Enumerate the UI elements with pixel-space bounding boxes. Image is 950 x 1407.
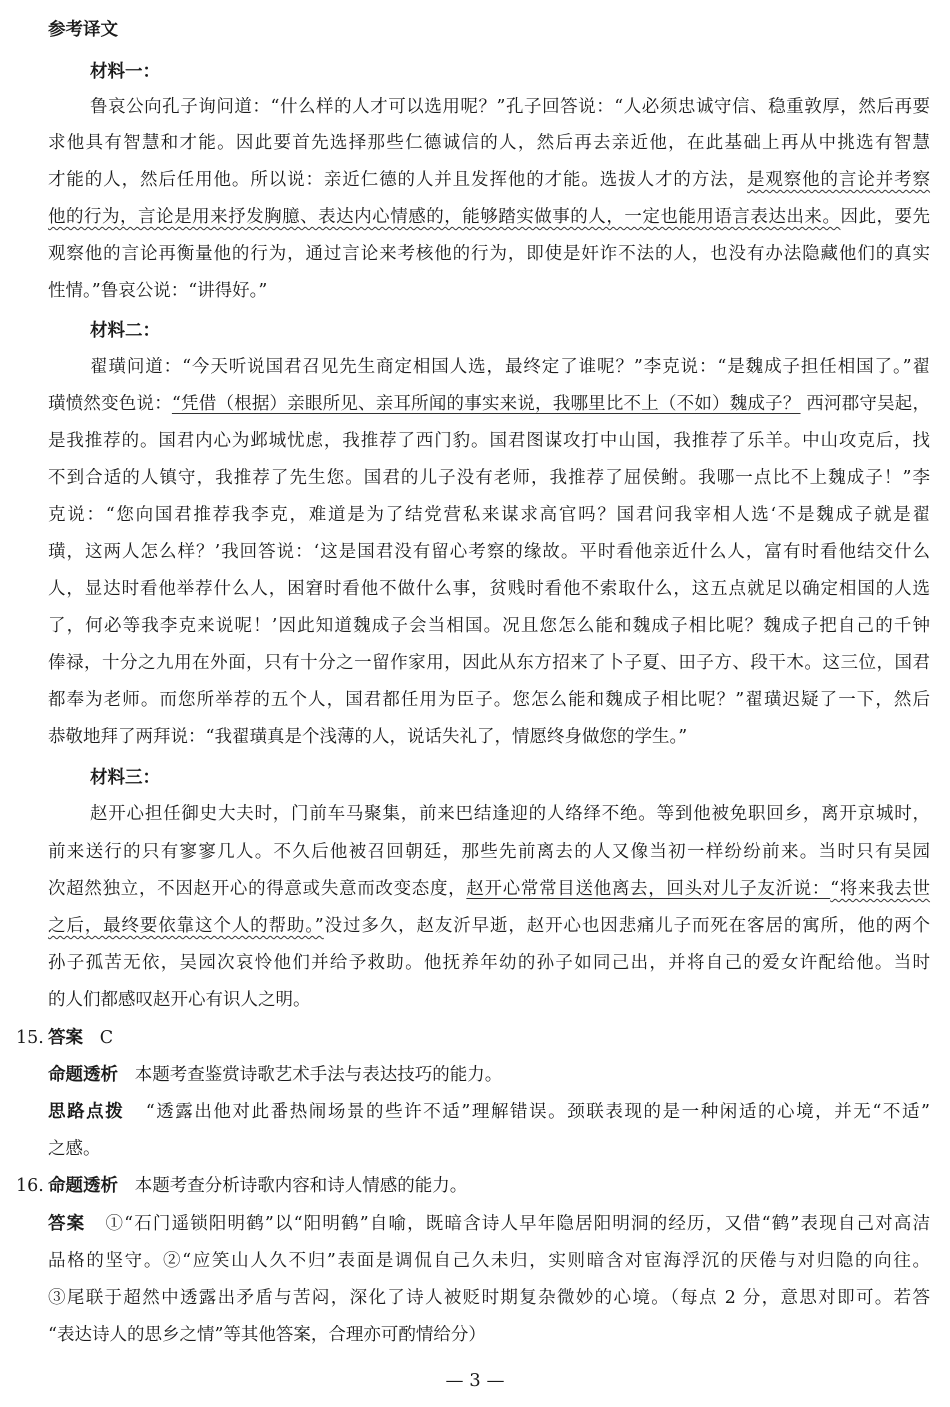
material-3-heading: 材料三： [90,768,160,788]
m1-line-4 [48,205,930,229]
m3-key-quote-part1: “将来我去世 [830,879,931,899]
q16-answer-label: 答案 [48,1214,86,1234]
m2-line-5: 克说：“您向国君推荐我李克，难道是为了结党营私来谋求高官吗？国君问我宰相人选‘不是魏成子就是翟 [48,505,930,525]
section-title: 参考译文 [48,20,118,40]
m1-line-4b: 因此，要先 [840,207,931,227]
m2-line-2c: 西河郡守吴起， [800,394,931,414]
m3-line-1: 赵开心担任御史大夫时，门前车马聚集，前来巴结逢迎的人络绎不绝。等到他被免职回乡，离开京城时， [90,804,930,824]
m2-line-7: 人，显达时看他举荐什么人，困窘时看他不做什么事，贫贱时看他不索取什么，这五点就足以确定相国的人选 [48,579,930,599]
m3-line-3a: 次超然独立，不因赵开心的得意或失意而改变态度， [48,879,467,899]
q15-number: 15. [16,1028,44,1048]
q16-answer-line-2: 品格的坚守。②“应笑山人久不归”表面是调侃自己久未归，实则暗含对宦海浮沉的厌倦与对归隐的向往。 [48,1251,930,1271]
m2-line-3: 是我推荐的。国君内心为邺城忧虑，我推荐了西门豹。国君图谋攻打中山国，我推荐了乐羊。中山攻克后，找 [48,431,930,451]
q15-hint-row [48,1100,930,1124]
m1-line-1: 鲁哀公向孔子询问道：“什么样的人才可以选用呢？”孔子回答说：“人必须忠诚守信、稳重敦厚，然后再要 [90,97,930,117]
m3-line-4 [48,914,930,938]
q15-hint-label: 思路点拨 [48,1102,125,1122]
m2-line-6: 璜，这两人怎么样？’我回答说：‘这是国君没有留心考察的缘故。平时看他亲近什么人，富有时看他结交什么 [48,542,930,562]
m2-line-8: 了，何必等我李克来说呢！’因此知道魏成子会当相国。况且您怎么能和魏成子相比呢？魏成子把自己的千钟 [48,616,930,636]
m1-line-5: 观察他的言论再衡量他的行为，通过言论来考核他的行为，即使是奸诈不法的人，也没有办法隐藏他们的真实 [48,244,930,264]
q15-analysis-text: 本题考查鉴赏诗歌艺术手法与表达技巧的能力。 [134,1065,503,1085]
material-2-heading: 材料二： [90,321,160,341]
m1-key-sentence-part1: 是观察他的言论并考察 [746,170,931,190]
m2-line-9: 俸禄，十分之九用在外面，只有十分之一留作家用，因此从东方招来了卜子夏、田子方、段干木。这三位，国君 [48,653,930,673]
q16-analysis-text: 本题考查分析诗歌内容和诗人情感的能力。 [134,1176,468,1196]
q15-analysis-row [48,1063,930,1087]
m2-line-10: 都奉为老师。而您所举荐的五个人，国君都任用为臣子。您怎么能和魏成子相比呢？”翟璜迟疑了一下，然后 [48,690,930,710]
m1-line-3 [48,168,930,192]
q16-answer-line-1: ①“石门遥锁阳明鹤”以“阳明鹤”自喻，既暗含诗人早年隐居阳明洞的经历，又借“鹤”表现自己对高洁 [105,1214,930,1234]
m1-line-2: 求他具有智慧和才能。因此要首先选择那些仁德诚信的人，然后再去亲近他，在此基础上再从中挑选有智慧 [48,133,930,153]
m1-key-sentence-part2: 他的行为，言论是用来抒发胸臆、表达内心情感的，能够踏实做事的人，一定也能用语言表达出来。 [48,207,841,227]
q16-analysis-row [48,1174,930,1198]
q16-number: 16. [16,1176,44,1196]
q16-analysis-label: 命题透析 [48,1176,118,1196]
page-number: — 3 — [445,1370,505,1391]
q16-answer-line-3: ③尾联于超然中透露出矛盾与苦闷，深化了诗人被贬时期复杂微妙的心境。（每点 2 分，意思对即可。若答 [48,1288,930,1308]
q15-hint-text: “透露出他对此番热闹场景的些许不适”理解错误。颈联表现的是一种闲适的心境，并无“不适” [145,1102,930,1122]
material-1-heading: 材料一： [90,62,160,82]
q15-hint-line-2: 之感。 [48,1139,101,1159]
m2-line-2 [48,392,930,416]
m1-line-6: 性情。”鲁哀公说：“讲得好。” [48,281,268,301]
q15-answer-value: C [99,1028,114,1048]
q15-answer-row [48,1026,930,1050]
q16-answer-line-4: “表达诗人的思乡之情”等其他答案，合理亦可酌情给分） [48,1325,486,1345]
m2-line-2a: 璜愤然变色说： [48,394,172,414]
m3-line-3 [48,877,930,901]
m2-line-4: 不到合适的人镇守，我推荐了先生您。国君的儿子没有老师，我推荐了屈侯鲋。我哪一点比不上魏成子！”李 [48,468,930,488]
q15-analysis-label: 命题透析 [48,1065,118,1085]
m2-key-sentence: “凭借（根据）亲眼所见、亲耳所闻的事实来说，我哪里比不上（不如）魏成子？ [171,394,801,414]
m3-line-6: 的人们都感叹赵开心有识人之明。 [48,990,311,1010]
m3-line-2: 前来送行的只有寥寥几人。不久后他被召回朝廷，那些先前离去的人又像当初一样纷纷前来。当时只有吴园 [48,842,930,862]
q15-answer-label: 答案 [48,1028,83,1048]
m3-key-sentence-part1: 赵开心常常目送他离去，回头对儿子友沂说： [466,879,831,899]
q16-answer-row [48,1212,930,1236]
m1-line-3a: 才能的人，然后任用他。所以说：亲近仁德的人并且发挥他的才能。选拔人才的方法， [48,170,747,190]
m3-line-4b: 没过多久，赵友沂早逝，赵开心也因悲痛儿子而死在客居的寓所，他的两个 [323,916,930,936]
m2-line-11: 恭敬地拜了两拜说：“我翟璜真是个浅薄的人，说话失礼了，情愿终身做您的学生。” [48,727,688,747]
m2-line-1: 翟璜问道：“今天听说国君召见先生商定相国人选，最终定了谁呢？”李克说：“是魏成子担任相国了。”翟 [90,357,930,377]
m3-line-5: 孙子孤苦无依，吴园次哀怜他们并给予救助。他抚养年幼的孙子如同己出，并将自己的爱女许配给他。当时 [48,953,930,973]
m3-key-quote-part2: 之后，最终要依靠这个人的帮助。” [48,916,324,936]
